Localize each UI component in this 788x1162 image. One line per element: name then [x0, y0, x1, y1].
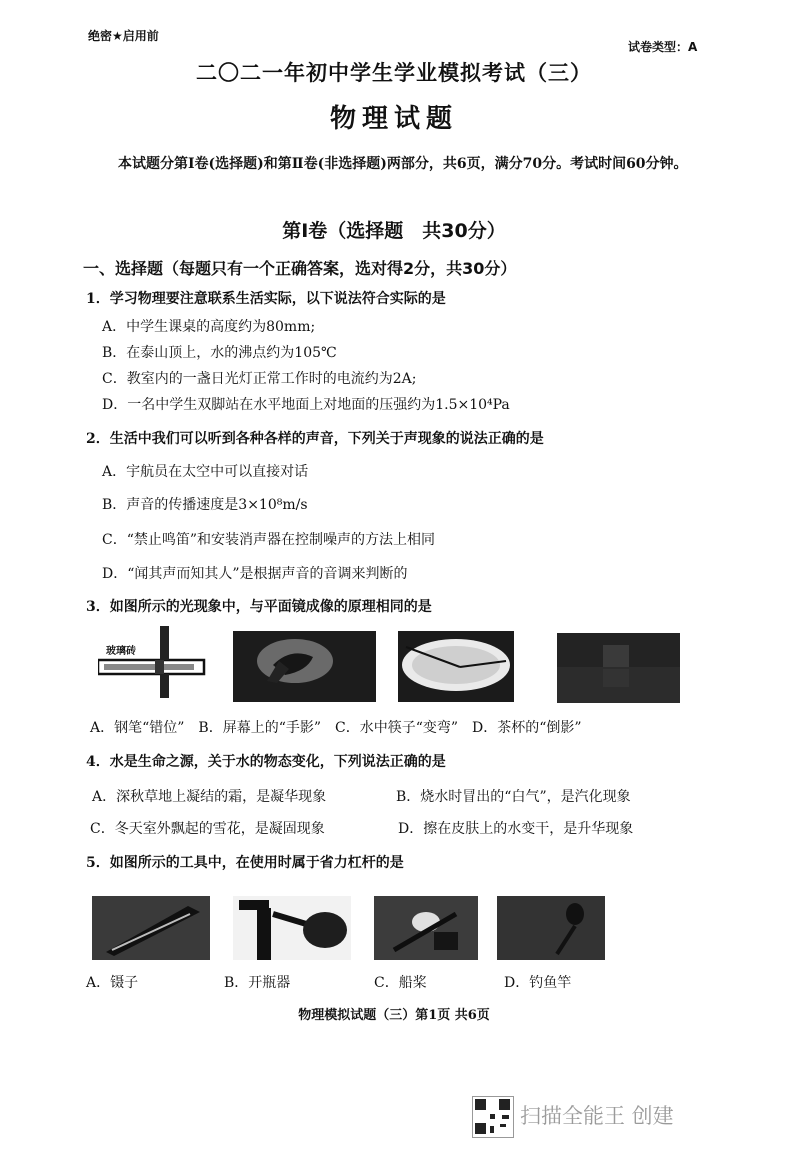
question-1-option-a: A．中学生课桌的高度约为80mm; — [102, 319, 316, 335]
question-5-option-d: D．钓鱼竿 — [504, 975, 572, 991]
question-4-stem: 4．水是生命之源，关于水的物态变化，下列说法正确的是 — [86, 754, 446, 770]
question-4-option-c: C．冬天室外飘起的雪花，是凝固现象 — [90, 821, 325, 837]
question-5-image-d — [497, 896, 605, 960]
subject-title: 物理试题 — [329, 104, 458, 134]
question-3-stem: 3．如图所示的光现象中，与平面镜成像的原理相同的是 — [86, 599, 432, 615]
question-2-option-c: C．“禁止鸣笛”和安装消声器在控制噪声的方法上相同 — [102, 532, 436, 548]
question-5-image-b — [233, 896, 351, 960]
question-1-option-b: B．在泰山顶上，水的沸点约为105℃ — [102, 345, 337, 361]
question-1-stem: 1．学习物理要注意联系生活实际，以下说法符合实际的是 — [86, 291, 446, 307]
qr-code-icon — [472, 1096, 514, 1138]
question-1-option-d: D．一名中学生双脚站在水平地面上对地面的压强约为1.5×10⁴Pa — [102, 397, 510, 413]
scanner-watermark: 扫描全能王 创建 — [520, 1104, 674, 1128]
question-5-option-a: A．镊子 — [86, 975, 139, 991]
exam-title: 二〇二一年初中学生学业模拟考试（三） — [196, 61, 592, 85]
question-4-option-b: B．烧水时冒出的“白气”，是汽化现象 — [396, 789, 631, 805]
question-4-option-a: A．深秋草地上凝结的霜，是凝华现象 — [92, 789, 327, 805]
question-2-option-b: B．声音的传播速度是3×10⁸m/s — [102, 497, 308, 513]
volume-title: 第Ⅰ卷（选择题 共30分） — [282, 220, 506, 242]
question-3-options: A．钢笔“错位” B．屏幕上的“手影” C．水中筷子“变弯” D．茶杯的“倒影” — [90, 720, 582, 736]
question-5-option-b: B．开瓶器 — [224, 975, 291, 991]
question-5-stem: 5．如图所示的工具中，在使用时属于省力杠杆的是 — [86, 855, 404, 871]
question-5-option-c: C．船桨 — [374, 975, 427, 991]
question-2-stem: 2．生活中我们可以听到各种各样的声音，下列关于声现象的说法正确的是 — [86, 431, 544, 447]
secret-mark: 绝密★启用前 — [88, 29, 159, 43]
intro-paragraph: 本试题分第Ⅰ卷(选择题)和第Ⅱ卷(非选择题)两部分，共6页，满分70分。考试时间60分钟。 — [118, 156, 688, 172]
question-2-option-a: A．宇航员在太空中可以直接对话 — [102, 464, 309, 480]
glass-brick-label: 玻璃砖 — [106, 646, 136, 657]
question-3-image-d — [557, 633, 680, 703]
question-5-image-a — [92, 896, 210, 960]
question-5-image-c — [374, 896, 478, 960]
paper-type: 试卷类型：A — [628, 40, 698, 54]
question-3-image-b — [233, 631, 376, 702]
question-3-image-c — [398, 631, 514, 702]
question-3-image-a — [98, 626, 210, 700]
question-1-option-c: C．教室内的一盏日光灯正常工作时的电流约为2A; — [102, 371, 417, 387]
question-2-option-d: D．“闻其声而知其人”是根据声音的音调来判断的 — [102, 566, 408, 582]
section-title: 一、选择题（每题只有一个正确答案，选对得2分，共30分） — [83, 259, 517, 278]
question-4-option-d: D．擦在皮肤上的水变干，是升华现象 — [398, 821, 634, 837]
page-footer: 物理模拟试题（三）第1页 共6页 — [298, 1008, 490, 1023]
